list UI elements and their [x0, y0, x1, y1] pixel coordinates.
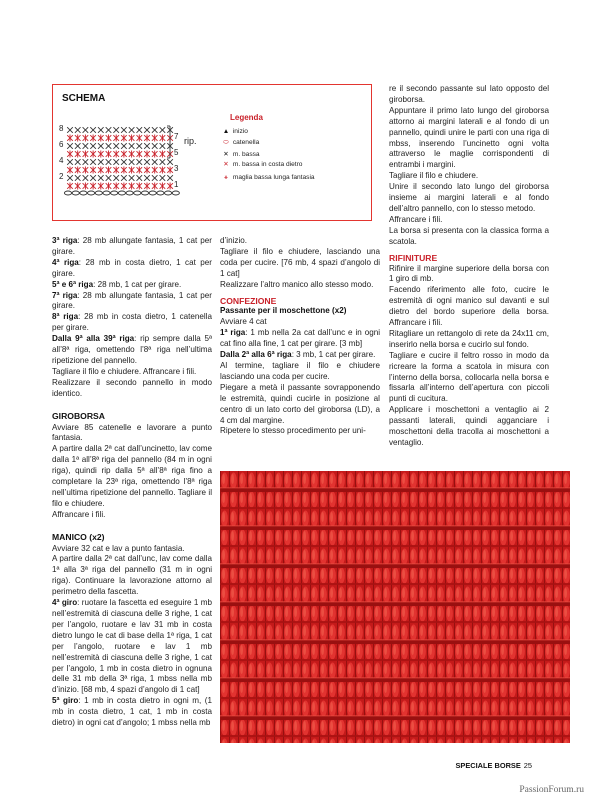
- legend-item-inizio: ▲ inizio: [222, 128, 248, 135]
- text-column-1: 3ª riga: 28 mb allungate fantasia, 1 cat per girare. 4ª riga: 28 mb in costa dietro, 1 cat per girare. 5ª e 6ª riga: 28 mb, 1 cat per girare. 7ª riga: 28 mb allungate fantasia, 1 cat per girare. 8ª riga: 28 mb in costa dietro, 1 catenella per girare. Dalla 9ª alla 39ª riga: rip sempre dalla 5ª all’8ª riga, omettendo l’8ª riga nell’ultima ripetizione del pannello. Tagliare il filo e chiudere. Affrancare i fili. Realizzare il secondo pannello in modo identico. GIROBORSA Avviare 85 catenelle e lavorare a punto fantasia. A partire dalla 2ª cat dall’uncinetto, lav come dalla 1ª all’8ª riga del pannello (84 m in ogni riga), quindi rip dalla 5ª all’8ª riga fino a completare la 23ª riga, omettendo l’8ª riga nell’ultima ripetizione del pannello. Tagliare il filo e chiudere. Affrancare i fili. MANICO (x2) Avviare 32 cat e lav a punto fantasia. A partire dalla 2ª cat dall’unc, lav come dalla 1ª alla 3ª riga del pannello (31 m in ogni riga). Continuare la lavorazione attorno al perimetro della fascetta. 4ª giro: ruotare la fascetta ed eseguire 1 mb nell’estremità di ciascuna delle 3 righe, 1 cat per l’angolo, ruotare e lav 31 mb in costa dietro lungo le cat di base della 1ª riga, 1 cat per l’angolo, ruotare e lav 1 mb nell’estremità di ciascuna delle 3 righe, 1 cat per l’angolo, 1 mb in costa dietro in ognuna delle 31 mb della 3ª riga, 1 mbss nella mb d’inizio. [68 mb, 4 spazi d’angolo di 1 cat] 5ª giro: 1 mb in costa dietro in ogni m, (1 mb in costa dietro, 1 cat, 1 mb in costa dietro) in ogni cat d’angolo; 1 mbss nella mb: [52, 236, 213, 728]
- schema-title: SCHEMA: [62, 93, 106, 104]
- rip-label: rip.: [184, 136, 197, 146]
- text-column-2: d’inizio. Tagliare il filo e chiudere, lasciando una coda per cucire. [76 mb, 4 spazi d’angolo di 1 cat] Realizzare l’altro manico allo stesso modo. CONFEZIONE Passante per il moschettone (x2) Avviare 4 cat 1ª riga: 1 mb nella 2a cat dall’unc e in ogni cat fino alla fine, 1 cat per girare. [3 mb] Dalla 2ª alla 6ª riga: 3 mb, 1 cat per girare. Al termine, tagliare il filo e chiudere lasciando una coda per cucire. Piegare a metà il passante sovrapponendo le estremità, quindi cucirle in posizione al centro di un lato corto del giroborsa (LD), a 4 cm dal margine. Ripetere lo stesso procedimento per uni-: [220, 236, 380, 436]
- section-name: SPECIALE BORSE: [455, 761, 521, 770]
- row-number-5: 5: [174, 148, 179, 157]
- legend-item-fantasia: ⚹ maglia bassa lunga fantasia: [221, 174, 315, 182]
- crochet-texture-photo: [220, 471, 570, 743]
- row-number-7: 7: [174, 132, 179, 141]
- row-number-1: 1: [174, 180, 179, 189]
- page-number: 25: [523, 761, 532, 770]
- crochet-texture-image: [220, 471, 570, 743]
- long-stitch-icon: ⚹: [224, 174, 228, 181]
- text-column-3: re il secondo passante sul lato opposto del giroborsa. Appuntare il primo lato lungo del giroborsa attorno ai margini laterali e al fondo di un pannello, quindi unire le parti con una riga di mbss, inserendo l’uncinetto ogni volta attraverso le maglie corrispondenti di entrambi i margini. Tagliare il filo e chiudere. Unire il secondo lato lungo del giroborsa insieme ai margini laterali e al fondo dell’altro pannello, con lo stesso metodo. Affrancare i fili. La borsa si presenta con la classica forma a scatola. RIFINITURE Rifinire il margine superiore della borsa con 1 giro di mb. Facendo riferimento alle foto, cucire le estremità di ogni manico sul davanti e sul dietro del bordo superiore della borsa. Affrancare i fili. Ritagliare un rettangolo di rete da 24x11 cm, inserirlo nella borsa e cucirlo sul fondo. Tagliare e cucire il feltro rosso in modo da ricreare la forma a scatola in misura con l’interno della borsa, collocarla nella borsa e fissarla all’interno dell’apertura con piccoli punti di cucitura. Applicare i moschettoni a ventaglio ai 2 passanti laterali, quindi agganciare i moschettoni della tracolla ai moschettoni a ventaglio.: [389, 84, 549, 447]
- stitch-diagram: [53, 85, 223, 220]
- row-number-3: 3: [174, 164, 179, 173]
- row-number-8: 8: [59, 124, 64, 133]
- watermark: PassionForum.ru: [519, 785, 584, 795]
- legend-item-m-bassa: ✕ m. bassa: [221, 150, 260, 158]
- legend-item-m-bassa-costa: ✕ m. bassa in costa dietro: [221, 160, 302, 168]
- chain-stitch-icon: ⬭: [223, 139, 229, 146]
- row-number-4: 4: [59, 156, 64, 165]
- single-crochet-icon: ✕: [223, 151, 229, 158]
- back-loop-stitch-icon: ✕: [223, 161, 229, 168]
- row-number-6: 6: [59, 140, 64, 149]
- page-footer: [455, 761, 532, 770]
- schema-box: [52, 84, 372, 221]
- triangle-icon: ▲: [222, 128, 230, 135]
- row-number-2: 2: [59, 172, 64, 181]
- legend-title: Legenda: [230, 113, 263, 122]
- legend-item-catenella: ⬭ catenella: [221, 139, 259, 147]
